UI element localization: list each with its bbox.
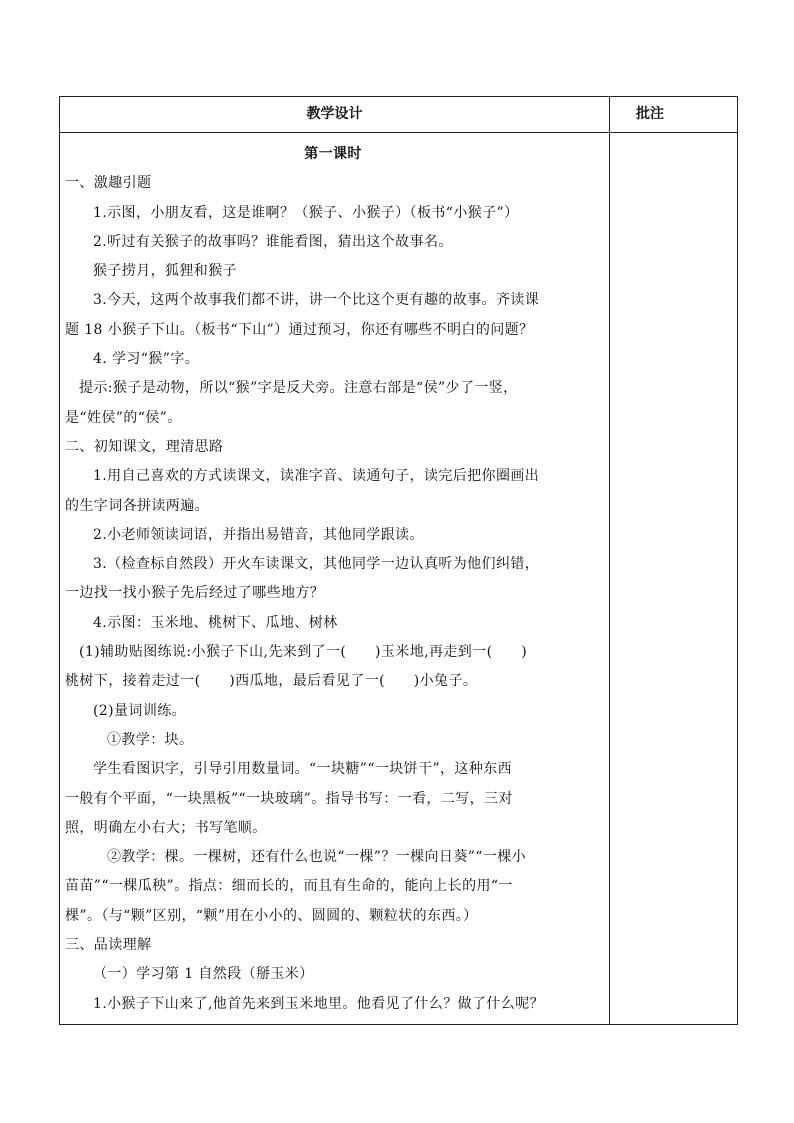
text-line: 猴子捞月，狐狸和猴子 xyxy=(93,263,237,280)
text-line: 一边找一找小猴子先后经过了哪些地方？ xyxy=(65,585,325,602)
header-annotation: 批注 xyxy=(636,106,664,122)
text-line: ②教学：棵。一棵树，还有什么也说“一棵”？一棵向日葵”“一棵小 xyxy=(107,849,527,866)
text-line: 4.示图：玉米地、桃树下、瓜地、树林 xyxy=(93,614,338,631)
text-line: 3.今天，这两个故事我们都不讲，讲一个比这个更有趣的故事。齐读课 xyxy=(93,292,540,309)
annotation-cell xyxy=(610,133,739,1024)
text-line: 2.听过有关猴子的故事吗？谁能看图，猜出这个故事名。 xyxy=(93,233,453,250)
text-line: 1.用自己喜欢的方式读课文，读准字音、读通句子，读完后把你圈画出 xyxy=(93,468,540,485)
text-line: 棵”。（与“颗”区别，“颗”用在小小的、圆圆的、颗粒状的东西。） xyxy=(65,907,478,924)
text-line: (1)辅助贴图练说:小猴子下山,先来到了一( )玉米地,再走到一( ) xyxy=(79,644,528,661)
teaching-design-cell xyxy=(60,133,609,1019)
text-line: 4. 学习“猴”字。 xyxy=(93,351,200,368)
header-teaching-design: 教学设计 xyxy=(306,106,363,122)
section-heading: 一、激趣引题 xyxy=(65,175,152,192)
text-line: 苗苗”“一棵瓜秧”。指点：细而长的，而且有生命的，能向上长的用“一 xyxy=(65,878,513,895)
text-line: 3.（检查标自然段）开火车读课文，其他同学一边认真听为他们纠错， xyxy=(93,556,540,573)
section-heading: 二、初知课文，理清思路 xyxy=(65,438,224,455)
text-line: 照，明确左小右大；书写笔顺。 xyxy=(65,819,267,836)
text-line: (2)量词训练。 xyxy=(93,702,187,719)
text-line: 的生字词各拼读两遍。 xyxy=(65,497,209,514)
text-line: 一般有个平面，“一块黑板”“一块玻璃”。指导书写：一看，二写，三对 xyxy=(65,790,513,807)
text-line: 桃树下，接着走过一( )西瓜地，最后看见了一( )小兔子。 xyxy=(65,673,478,690)
text-line: 2.小老师领读词语，并指出易错音，其他同学跟读。 xyxy=(93,526,424,543)
lesson-plan-table xyxy=(59,96,738,1025)
text-line: ①教学：块。 xyxy=(107,731,194,748)
text-line: 提示:猴子是动物，所以“猴”字是反犬旁。注意右部是“侯”少了一竖， xyxy=(79,380,518,397)
text-line: 是“姓侯”的“侯”。 xyxy=(65,409,182,426)
text-line: （一）学习第 1 自然段（掰玉米） xyxy=(93,966,314,983)
lesson-title: 第一课时 xyxy=(304,146,362,162)
table-header-row xyxy=(60,97,737,133)
text-line: 1.小猴子下山来了,他首先来到玉米地里。他看见了什么？做了什么呢？ xyxy=(93,995,545,1012)
text-line: 题 18 小猴子下山。（板书“下山”）通过预习，你还有哪些不明白的问题？ xyxy=(65,321,534,338)
text-line: 学生看图识字，引导引用数量词。“一块糖”“一块饼干”，这种东西 xyxy=(93,761,513,778)
section-heading: 三、品读理解 xyxy=(65,937,152,954)
text-line: 1.示图，小朋友看，这是谁啊？（猴子、小猴子）（板书“小猴子”） xyxy=(93,204,519,221)
